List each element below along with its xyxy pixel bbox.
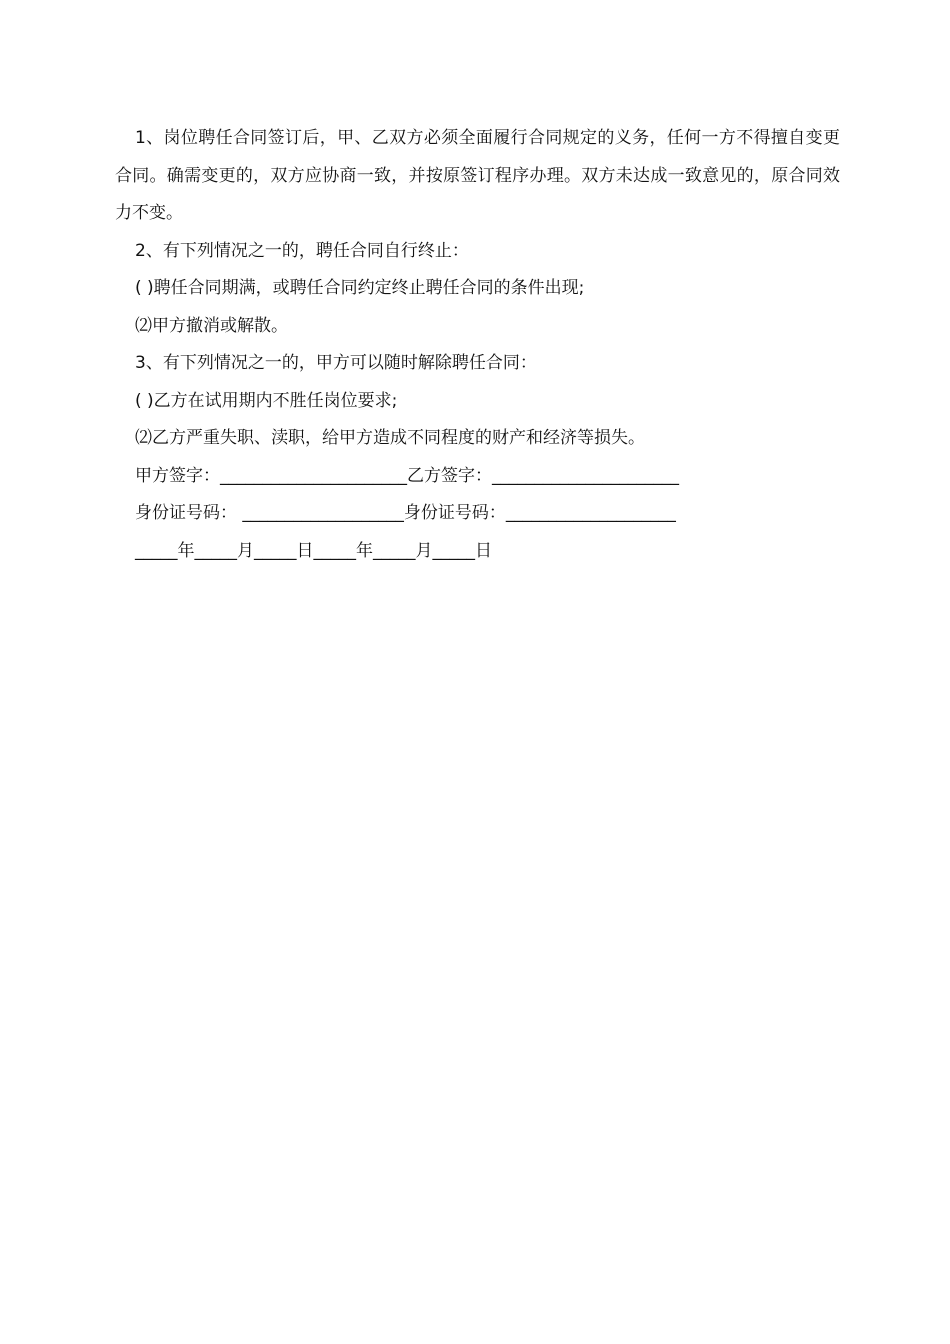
date-line: _____年_____月_____日_____年_____月_____日	[135, 540, 492, 561]
signature-line: 甲方签字：______________________乙方签字：______________________	[135, 465, 679, 486]
contract-body	[115, 120, 840, 570]
clause-2-item-2: ⑵甲方撤消或解散。	[135, 315, 288, 336]
clause-3-item-1: ( )乙方在试用期内不胜任岗位要求;	[135, 390, 398, 411]
clause-1: 1、岗位聘任合同签订后，甲、乙双方必须全面履行合同规定的义务，任何一方不得擅自变更合同。确需变更的，双方应协商一致，并按原签订程序办理。双方未达成一致意见的，原合同效力不变。	[115, 128, 840, 223]
clause-2-title: 2、有下列情况之一的，聘任合同自行终止：	[135, 240, 469, 261]
clause-3-item-2: ⑵乙方严重失职、渎职，给甲方造成不同程度的财产和经济等损失。	[135, 428, 645, 448]
clause-2-item-1: ( )聘任合同期满，或聘任合同约定终止聘任合同的条件出现;	[135, 278, 585, 298]
clause-3-title: 3、有下列情况之一的，甲方可以随时解除聘任合同：	[135, 353, 537, 373]
id-number-line: 身份证号码： ___________________身份证号码：____________________	[135, 503, 676, 523]
